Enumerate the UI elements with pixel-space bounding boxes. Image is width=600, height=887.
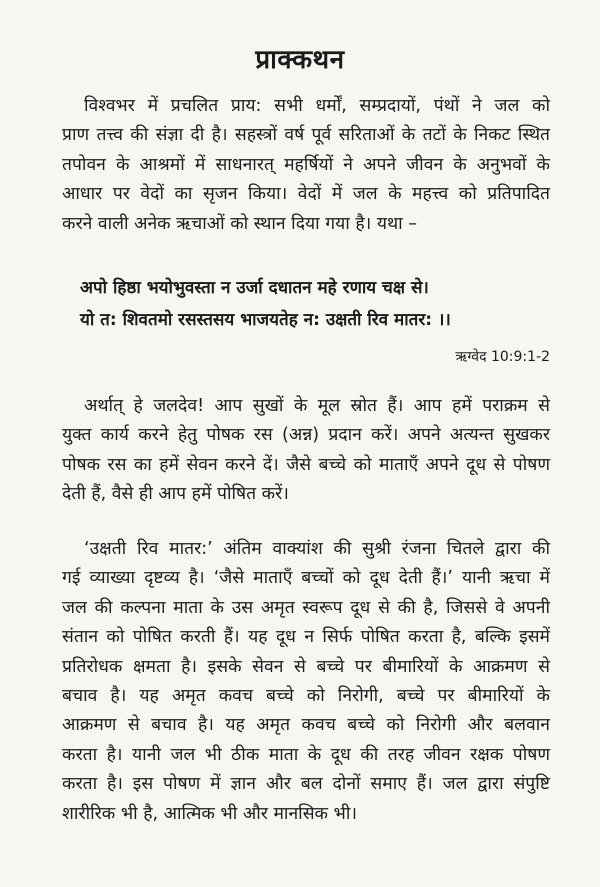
verse-citation: ऋग्वेद 10:9:1-2 xyxy=(455,349,550,365)
paragraph-intro xyxy=(62,92,550,239)
text-line: करता है। इस पोषण में ज्ञान और बल दोनों समाए हैं। जल द्वारा संपुष्टि xyxy=(62,774,550,795)
verse-line: अपो हिष्ठा भयोभुवस्ता न उर्जा दधातन महे रणाय चक्ष से। xyxy=(80,278,429,298)
page-title: प्राक्कथन xyxy=(255,45,345,75)
text-line: तपोवन के आश्रमों में साधनारत् महर्षियों ने अपने जीवन के अनुभवों के xyxy=(62,154,550,175)
text-line: युक्त कार्य करने हेतु पोषक रस (अन्न) प्रदान करें। अपने अत्यन्त सुखकर xyxy=(62,425,550,446)
verse-line: यो त: शिवतमो रसस्तसय भाजयतेह न: उक्षती रिव मातर: ।। xyxy=(80,310,451,330)
text-line: प्राण तत्त्व की संज्ञा दी है। सहस्त्रों वर्ष पूर्व सरिताओं के तटों के निकट स्थित xyxy=(62,125,550,146)
text-line: करने वाली अनेक ऋचाओं को स्थान दिया गया है। यथा – xyxy=(62,213,418,234)
text-line: करता है। यानी जल भी ठीक माता के दूध की तरह जीवन रक्षक पोषण xyxy=(62,744,550,765)
paragraph-explanation xyxy=(62,535,550,829)
text-line: विश्वभर में प्रचलित प्राय: सभी धर्मों, सम्प्रदायों, पंथों ने जल को xyxy=(84,96,550,116)
text-line: अर्थात् हे जलदेव! आप सुखों के मूल स्रोत हैं। आप हमें पराक्रम से xyxy=(84,396,550,416)
text-line: देती हैं, वैसे ही आप हमें पोषित करें। xyxy=(62,484,289,505)
text-line: संतान को पोषित करती हैं। यह दूध न सिर्फ पोषित करता है, बल्कि इसमें xyxy=(62,627,550,648)
text-line: पोषक रस का हमें सेवन करने दें। जैसे बच्चे को माताएँ अपने दूध से पोषण xyxy=(62,454,550,475)
text-line: जल की कल्पना माता के उस अमृत स्वरूप दूध से की है, जिससे वे अपनी xyxy=(62,597,550,618)
sanskrit-verse xyxy=(80,272,550,336)
text-line: गई व्याख्या दृष्टव्य है। ‘जैसे माताएँ बच्चों को दूध देती हैं।’ यानी ऋचा में xyxy=(62,568,550,589)
text-line: शारीरिक भी है, आत्मिक भी और मानसिक भी। xyxy=(62,803,357,824)
text-line: आधार पर वेदों का सृजन किया। वेदों में जल के महत्त्व को प्रतिपादित xyxy=(62,184,550,205)
text-line: आक्रमण से बचाव है। यह अमृत कवच बच्चे को निरोगी और बलवान xyxy=(62,715,550,736)
text-line: ‘उक्षती रिव मातर:’ अंतिम वाक्यांश की सुश्री रंजना चितले द्वारा की xyxy=(84,539,550,559)
paragraph-meaning xyxy=(62,392,550,510)
text-line: बचाव है। यह अमृत कवच बच्चे को निरोगी, बच्चे पर बीमारियों के xyxy=(62,686,550,707)
text-line: प्रतिरोधक क्षमता है। इसके सेवन से बच्चे पर बीमारियों के आक्रमण से xyxy=(62,656,550,677)
